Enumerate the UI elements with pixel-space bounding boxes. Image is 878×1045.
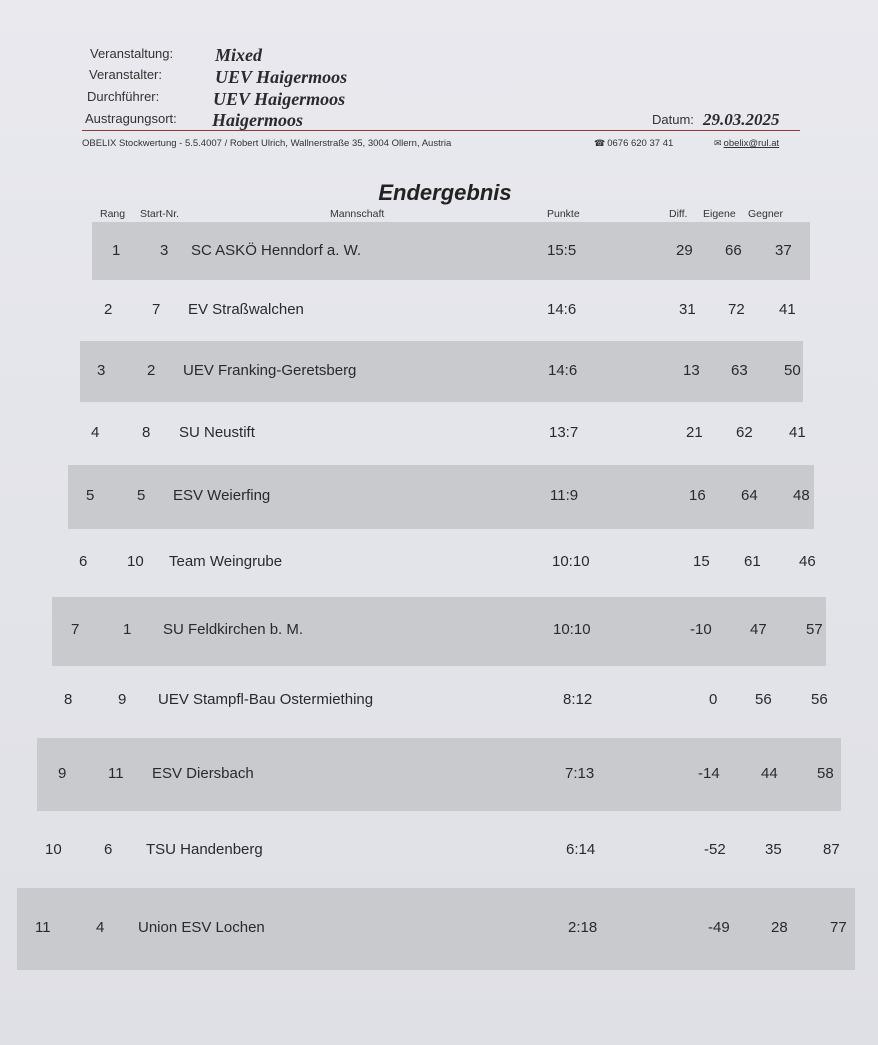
durchfuehrer-value: UEV Haigermoos — [213, 89, 346, 109]
cell-start: 10 — [127, 553, 144, 570]
cell-diff: 0 — [709, 691, 718, 708]
cell-team: SU Neustift — [179, 424, 255, 441]
col-header-gegner: Gegner — [748, 208, 784, 220]
table-row — [68, 465, 814, 529]
cell-gegner: 46 — [799, 553, 816, 570]
header-divider — [82, 130, 800, 131]
cell-diff: -49 — [708, 919, 730, 936]
cell-eigene: 35 — [765, 841, 782, 858]
cell-punkte: 11:9 — [550, 487, 579, 504]
cell-gegner: 56 — [811, 691, 828, 708]
cell-start: 4 — [96, 919, 105, 936]
cell-rang: 11 — [35, 919, 51, 936]
col-header-team: Mannschaft — [330, 208, 385, 220]
col-header-punkte: Punkte — [547, 208, 580, 220]
cell-team: ESV Weierfing — [173, 487, 271, 504]
col-header-rang: Rang — [100, 208, 126, 220]
cell-punkte: 13:7 — [549, 424, 579, 441]
cell-diff: 15 — [693, 553, 710, 570]
cell-gegner: 50 — [784, 362, 801, 379]
cell-team: Team Weingrube — [169, 553, 283, 570]
cell-punkte: 7:13 — [565, 765, 595, 782]
mail-icon: ✉ — [714, 138, 722, 148]
cell-punkte: 10:10 — [553, 621, 591, 638]
cell-rang: 10 — [45, 841, 62, 858]
phone-number: 0676 620 37 41 — [607, 138, 674, 149]
table-row — [52, 597, 826, 666]
cell-diff: 16 — [689, 487, 706, 504]
cell-punkte: 14:6 — [548, 362, 578, 379]
cell-diff: -52 — [704, 841, 726, 858]
cell-gegner: 57 — [806, 621, 823, 638]
veranstaltung-label: Veranstaltung: — [90, 46, 174, 61]
cell-eigene: 61 — [744, 553, 761, 570]
cell-rang: 7 — [71, 621, 80, 638]
cell-gegner: 37 — [775, 242, 792, 259]
cell-rang: 2 — [104, 301, 113, 318]
cell-gegner: 41 — [789, 424, 806, 441]
phone-icon: ☎ — [594, 138, 606, 148]
table-row — [17, 888, 855, 970]
austragungsort-value: Haigermoos — [212, 110, 304, 130]
austragungsort-label: Austragungsort: — [85, 111, 177, 126]
cell-start: 11 — [108, 765, 124, 782]
email-address: obelix@rul.at — [723, 138, 780, 149]
cell-diff: 13 — [683, 362, 700, 379]
cell-team: ESV Diersbach — [152, 765, 254, 782]
cell-gegner: 48 — [793, 487, 810, 504]
cell-rang: 8 — [64, 691, 73, 708]
cell-start: 8 — [142, 424, 151, 441]
cell-rang: 3 — [97, 362, 106, 379]
cell-team: Union ESV Lochen — [138, 919, 265, 936]
cell-start: 1 — [123, 621, 132, 638]
imprint-phone — [594, 138, 673, 149]
cell-eigene: 62 — [736, 424, 753, 441]
cell-eigene: 63 — [731, 362, 748, 379]
cell-eigene: 66 — [725, 242, 742, 259]
veranstaltung-value: Mixed — [215, 45, 262, 65]
cell-team: TSU Handenberg — [146, 841, 263, 858]
col-header-diff: Diff. — [669, 208, 688, 220]
datum-value: 29.03.2025 — [703, 110, 780, 129]
table-row — [80, 341, 803, 402]
cell-eigene: 47 — [750, 621, 767, 638]
cell-start: 6 — [104, 841, 113, 858]
cell-diff: -10 — [690, 621, 712, 638]
cell-rang: 5 — [86, 487, 95, 504]
veranstalter-value: UEV Haigermoos — [215, 67, 348, 87]
cell-start: 7 — [152, 301, 161, 318]
cell-team: UEV Stampfl-Bau Ostermiething — [158, 691, 374, 708]
col-header-start: Start-Nr. — [140, 208, 180, 220]
cell-eigene: 64 — [741, 487, 758, 504]
cell-start: 3 — [160, 242, 169, 259]
cell-start: 5 — [137, 487, 146, 504]
cell-eigene: 72 — [728, 301, 745, 318]
cell-rang: 1 — [112, 242, 121, 259]
cell-diff: 29 — [676, 242, 693, 259]
cell-team: SC ASKÖ Henndorf a. W. — [191, 242, 362, 259]
cell-punkte: 2:18 — [568, 919, 598, 936]
cell-team: EV Straßwalchen — [188, 301, 304, 318]
cell-start: 9 — [118, 691, 127, 708]
cell-diff: -14 — [698, 765, 720, 782]
page-title: Endergebnis — [378, 180, 512, 205]
cell-gegner: 77 — [830, 919, 847, 936]
cell-punkte: 15:5 — [547, 242, 577, 259]
cell-gegner: 58 — [817, 765, 834, 782]
durchfuehrer-label: Durchführer: — [87, 89, 160, 104]
imprint-email — [714, 138, 779, 149]
cell-start: 2 — [147, 362, 156, 379]
cell-team: SU Feldkirchen b. M. — [163, 621, 304, 638]
table-row — [37, 738, 841, 811]
cell-punkte: 10:10 — [552, 553, 590, 570]
cell-eigene: 28 — [771, 919, 788, 936]
cell-eigene: 44 — [761, 765, 778, 782]
cell-punkte: 8:12 — [563, 691, 593, 708]
cell-punkte: 14:6 — [547, 301, 577, 318]
cell-diff: 31 — [679, 301, 696, 318]
cell-gegner: 41 — [779, 301, 796, 318]
table-row — [92, 222, 810, 280]
veranstalter-label: Veranstalter: — [89, 67, 162, 82]
imprint-text: OBELIX Stockwertung - 5.5.4007 / Robert Ulrich, Wallnerstraße 35, 3004 Ollern, Austria — [82, 138, 452, 149]
cell-rang: 9 — [58, 765, 67, 782]
cell-rang: 6 — [79, 553, 88, 570]
cell-rang: 4 — [91, 424, 100, 441]
cell-team: UEV Franking-Geretsberg — [183, 362, 357, 379]
cell-punkte: 6:14 — [566, 841, 596, 858]
cell-diff: 21 — [686, 424, 703, 441]
cell-eigene: 56 — [755, 691, 772, 708]
col-header-eigene: Eigene — [703, 208, 736, 220]
cell-gegner: 87 — [823, 841, 840, 858]
datum-label: Datum: — [652, 112, 694, 127]
